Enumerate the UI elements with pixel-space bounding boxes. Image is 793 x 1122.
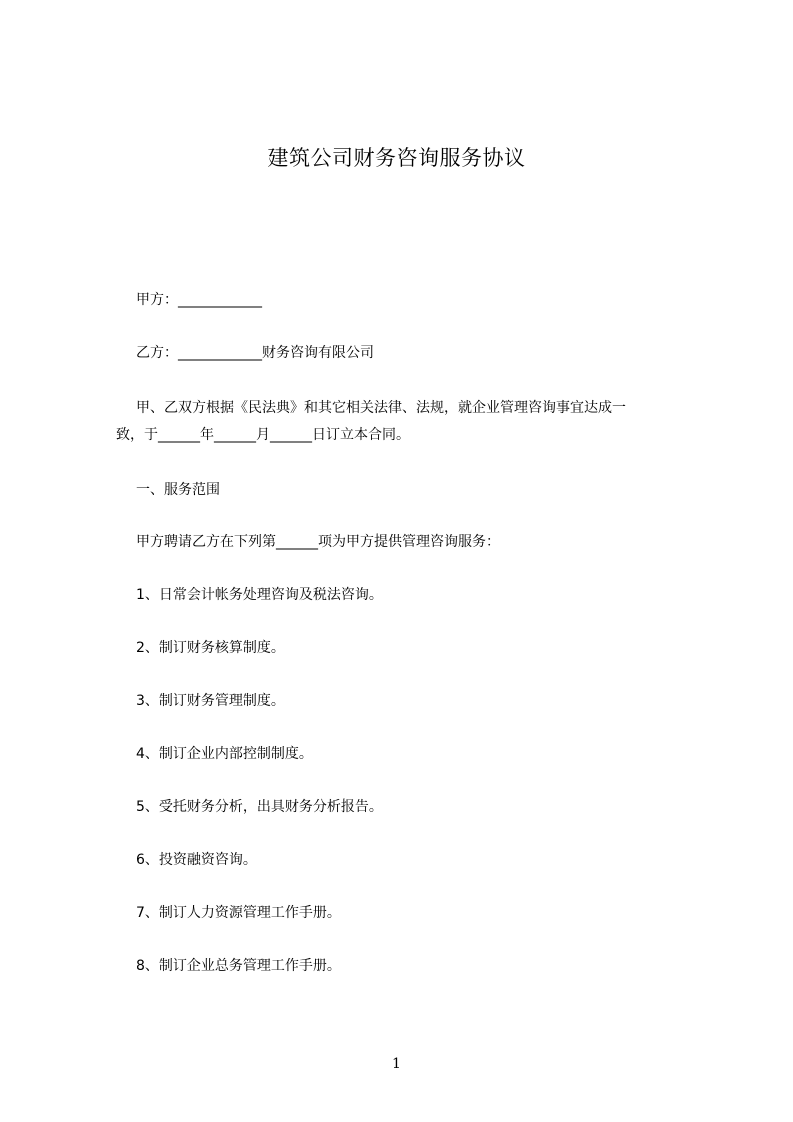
list-item: 7、制订人力资源管理工作手册。	[136, 905, 341, 921]
scope-intro: 甲方聘请乙方在下列第______项为甲方提供管理咨询服务：	[136, 534, 500, 550]
party-a-line: 甲方：____________	[136, 292, 262, 308]
page-number: 1	[392, 1056, 401, 1072]
list-item: 6、投资融资咨询。	[136, 852, 257, 868]
list-item: 5、受托财务分析，出具财务分析报告。	[136, 799, 383, 815]
list-item: 2、制订财务核算制度。	[136, 640, 285, 656]
party-b-line: 乙方：____________财务咨询有限公司	[136, 345, 374, 361]
preamble-line-2: 致，于______年______月______日订立本合同。	[116, 427, 410, 443]
preamble-line-1: 甲、乙双方根据《民法典》和其它相关法律、法规，就企业管理咨询事宜达成一	[136, 400, 626, 416]
list-item: 3、制订财务管理制度。	[136, 693, 285, 709]
list-item: 4、制订企业内部控制制度。	[136, 746, 313, 762]
section-heading-scope: 一、服务范围	[136, 482, 220, 498]
document-title: 建筑公司财务咨询服务协议	[267, 146, 526, 170]
list-item: 1、日常会计帐务处理咨询及税法咨询。	[136, 587, 383, 603]
list-item: 8、制订企业总务管理工作手册。	[136, 958, 341, 974]
